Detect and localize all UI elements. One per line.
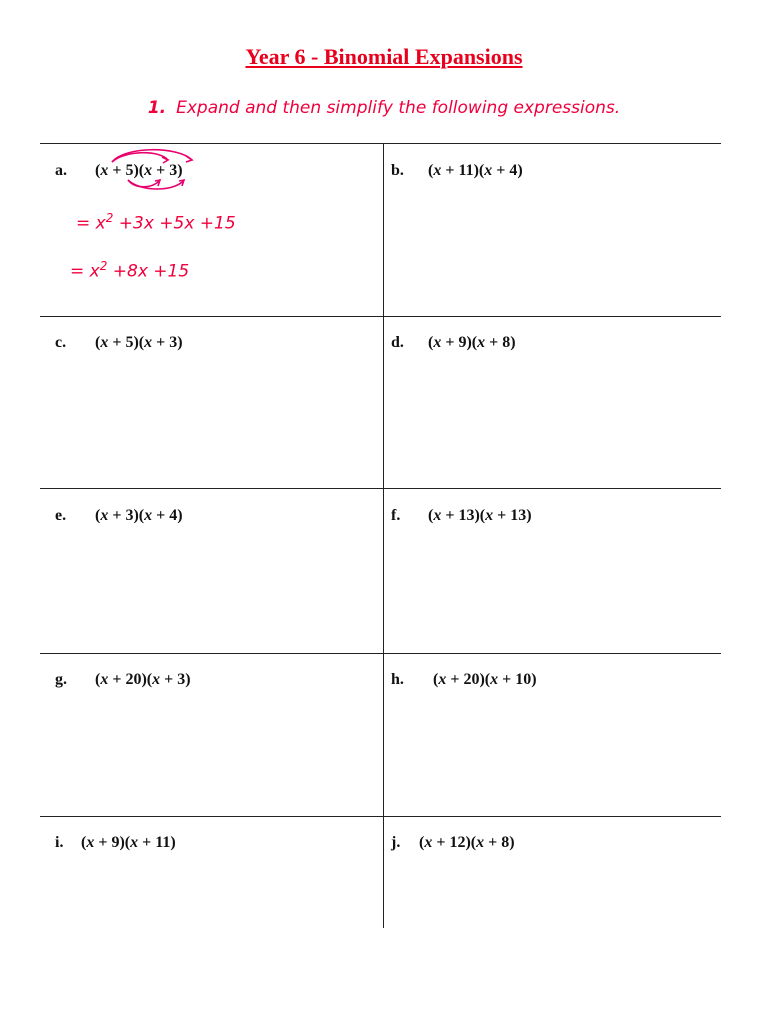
instruction-text: Expand and then simplify the following expressions.: [176, 98, 621, 118]
worked-line-1: = $x^2 +3x +5x +15$: [76, 211, 236, 234]
problem-expression: (x + 5)(x + 3): [95, 334, 183, 351]
worked-line-2: = $x^2 +8x +15$: [70, 259, 190, 282]
problem-label: j.: [391, 834, 401, 851]
problem-label: g.: [55, 671, 67, 688]
problem-label: b.: [391, 162, 404, 179]
problem-expression: (x + 3)(x + 4): [95, 507, 183, 524]
problem-expression: (x + 9)(x + 8): [428, 334, 516, 351]
problem-expression: (x + 20)(x + 3): [95, 671, 191, 688]
problem-expression: (x + 9)(x + 11): [81, 834, 176, 851]
problem-label: f.: [391, 507, 401, 524]
problem-expression: (x + 5)(x + 3): [95, 162, 183, 179]
problem-expression: (x + 11)(x + 4): [428, 162, 523, 179]
problem-label: a.: [55, 162, 67, 179]
problem-label: i.: [55, 834, 64, 851]
question-number: 1.: [147, 98, 167, 118]
problem-expression: (x + 13)(x + 13): [428, 507, 532, 524]
arrow-x-to-x: [112, 153, 168, 162]
problem-label: d.: [391, 334, 404, 351]
problem-label: e.: [55, 507, 67, 524]
problem-label: c.: [55, 334, 67, 351]
page-title: Year 6 - Binomial Expansions: [245, 44, 523, 69]
problem-label: h.: [391, 671, 404, 688]
problem-expression: (x + 20)(x + 10): [433, 671, 537, 688]
problem-expression: (x + 12)(x + 8): [419, 834, 515, 851]
